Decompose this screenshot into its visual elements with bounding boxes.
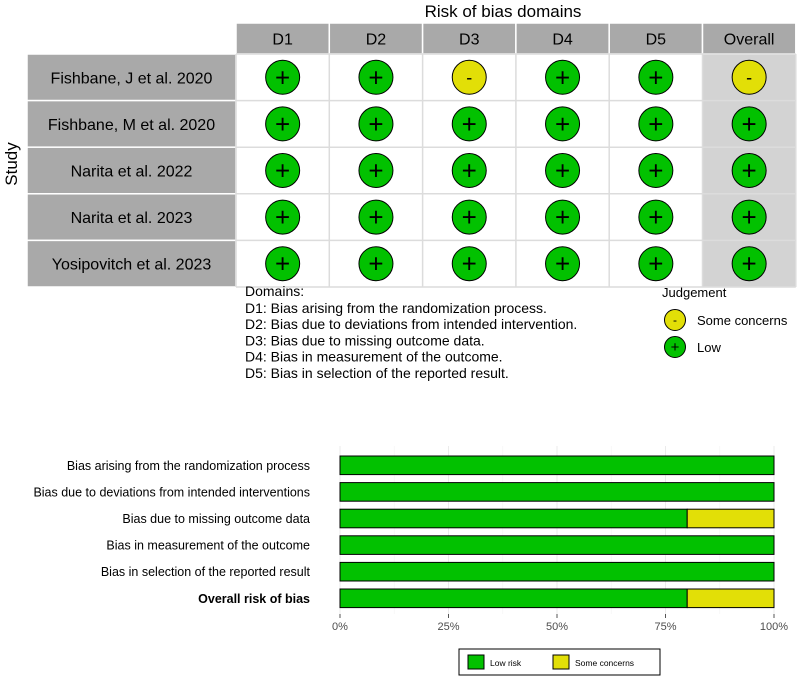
domains-heading: Domains:	[245, 283, 305, 299]
judgement-symbol: +	[275, 202, 291, 233]
category-label: Bias due to deviations from intended interventions	[33, 485, 310, 500]
judgement-symbol: +	[554, 202, 571, 233]
domain-header-d5: D5	[645, 31, 667, 49]
domain-header-d4: D4	[552, 31, 573, 49]
bar-segment-low-risk	[340, 509, 687, 528]
study-label: Fishbane, M et al. 2020	[47, 116, 216, 134]
judgement-symbol: +	[275, 62, 291, 93]
bar-legend-label: Some concerns	[575, 658, 635, 668]
category-label: Bias in measurement of the outcome	[106, 538, 310, 553]
judgement-symbol: +	[554, 248, 571, 279]
judgement-symbol: +	[368, 62, 384, 93]
traffic-light-plot	[2, 2, 796, 381]
study-label: Yosipovitch et al. 2023	[51, 256, 212, 274]
x-tick-label: 25%	[437, 621, 460, 633]
judgement-legend-symbol: +	[670, 339, 680, 356]
x-tick-label: 50%	[545, 621, 569, 633]
judgement-symbol: +	[648, 108, 664, 139]
domain-description: D4: Bias in measurement of the outcome.	[245, 348, 503, 365]
domain-descriptions	[245, 283, 577, 381]
domain-header-d1: D1	[272, 31, 293, 49]
judgement-symbol: -	[466, 67, 473, 88]
bar-segment-low-risk	[340, 456, 774, 475]
judgement-symbol: +	[368, 108, 384, 139]
bar-segment-some-concerns	[687, 589, 774, 608]
judgement-legend-label: Some concerns	[697, 313, 788, 328]
judgement-symbol: +	[461, 155, 477, 186]
domain-description: D5: Bias in selection of the reported result.	[245, 364, 509, 381]
judgement-symbol: +	[461, 202, 477, 233]
study-label: Narita et al. 2023	[70, 210, 193, 228]
bar-legend	[459, 649, 660, 675]
study-axis-label: Study	[2, 142, 21, 186]
judgement-symbol: +	[648, 62, 664, 93]
judgement-symbol: +	[554, 108, 571, 139]
traffic-light-grid	[27, 23, 796, 287]
bar-segment-some-concerns	[687, 509, 774, 528]
bar-legend-swatch	[468, 655, 484, 669]
bar-legend-swatch	[553, 655, 569, 669]
category-label: Bias in selection of the reported result	[100, 565, 310, 580]
bar-segment-low-risk	[340, 589, 687, 608]
judgement-symbol: +	[741, 155, 757, 186]
domains-title: Risk of bias domains	[424, 2, 582, 21]
judgement-symbol: +	[275, 108, 291, 139]
judgement-symbol: +	[648, 248, 664, 279]
domain-header-d2: D2	[365, 31, 387, 49]
judgement-symbol: +	[554, 62, 571, 93]
bar-segment-low-risk	[340, 483, 774, 502]
domain-description: D1: Bias arising from the randomization process.	[245, 300, 547, 316]
judgement-symbol: +	[648, 202, 664, 233]
category-label: Bias due to missing outcome data	[122, 512, 310, 526]
x-tick-label: 75%	[654, 621, 677, 633]
domain-description: D3: Bias due to missing outcome data.	[245, 332, 485, 349]
bar-segment-low-risk	[340, 562, 774, 581]
x-tick-label: 100%	[759, 621, 789, 633]
judgement-symbol: +	[368, 155, 384, 186]
x-tick-label: 0%	[332, 621, 348, 633]
judgement-symbol: +	[275, 155, 291, 186]
judgement-symbol: +	[741, 108, 757, 139]
judgement-symbol: +	[741, 248, 757, 279]
judgement-symbol: -	[746, 67, 753, 88]
summary-bar-chart	[33, 446, 788, 675]
domain-header-d3: D3	[459, 31, 480, 49]
judgement-symbol: +	[648, 155, 664, 186]
judgement-symbol: +	[368, 248, 384, 279]
category-label: Overall risk of bias	[198, 591, 310, 606]
judgement-symbol: +	[275, 248, 291, 279]
judgement-legend-symbol: -	[673, 313, 677, 327]
judgement-legend-title: Judgement	[662, 285, 727, 300]
study-label: Narita et al. 2022	[70, 163, 193, 181]
bar-segment-low-risk	[340, 536, 774, 555]
domain-header-overall: Overall	[723, 31, 775, 49]
bar-category-labels	[33, 459, 310, 606]
judgement-legend	[662, 285, 788, 358]
x-axis-ticks	[332, 614, 788, 633]
judgement-symbol: +	[461, 108, 477, 139]
judgement-symbol: +	[741, 202, 757, 233]
category-label: Bias arising from the randomization process	[66, 458, 310, 473]
judgement-symbol: +	[368, 202, 384, 233]
judgement-symbol: +	[554, 155, 571, 186]
study-label: Fishbane, J et al. 2020	[50, 70, 213, 88]
judgement-symbol: +	[461, 248, 477, 279]
judgement-legend-label: Low	[697, 340, 721, 355]
bar-legend-label: Low risk	[490, 658, 522, 668]
domain-description: D2: Bias due to deviations from intended intervention.	[245, 316, 578, 333]
